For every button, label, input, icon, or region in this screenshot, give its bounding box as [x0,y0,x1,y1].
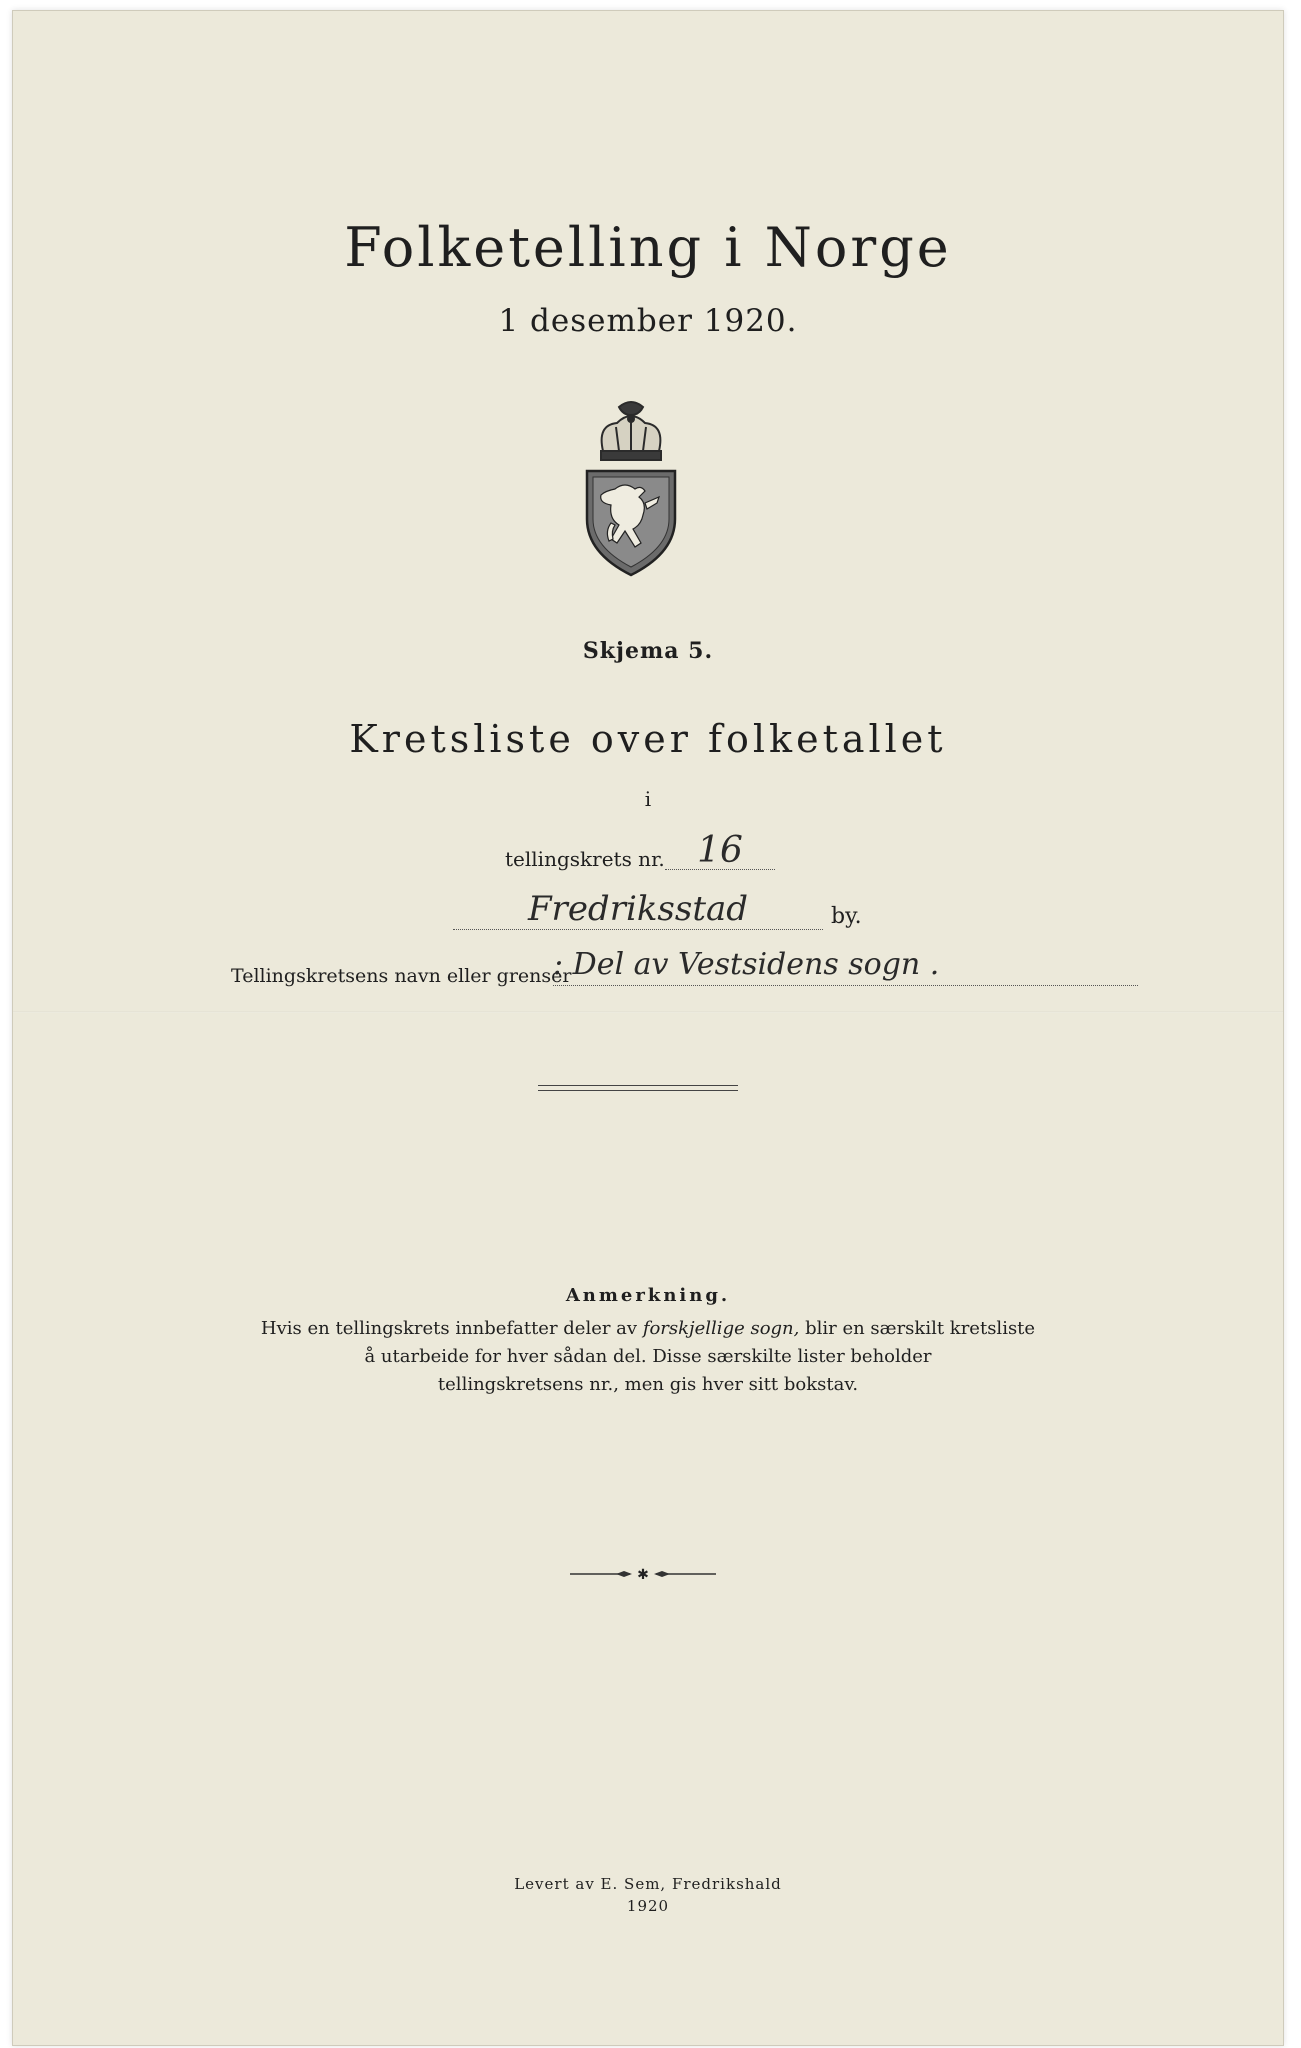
note-line-2: å utarbeide for hver sådan del. Disse særskilte lister beholder [364,1346,932,1367]
note-body [248,1315,1048,1399]
double-divider [538,1085,738,1091]
printer-line-1: Levert av E. Sem, Fredrikshald [514,1875,782,1893]
note-line-3: tellingskretsens nr., men gis hver sitt bokstav. [437,1374,859,1395]
svg-text:✱: ✱ [637,1567,649,1582]
note-heading: Anmerkning. [565,1285,731,1306]
city-suffix: by. [831,904,862,929]
boundary-field[interactable]: : Del av Vestsidens sogn . [553,945,1138,986]
printer-imprint [13,1873,1283,1917]
coat-of-arms-icon [581,399,681,577]
star-divider-icon [568,1566,718,1582]
krets-label: tellingskrets nr. [505,847,665,871]
city-field[interactable]: Fredriksstad [453,889,823,930]
page-fold [13,1011,1283,1013]
printer-line-2: 1920 [626,1897,670,1915]
form-subtitle: Kretsliste over folketallet [349,717,947,761]
boundary-label: Tellingskretsens navn eller grenser [231,965,572,987]
form-title: Folketelling i Norge [344,216,952,279]
note-line-1-start: Hvis en tellingskrets innbefatter deler av [260,1318,643,1339]
krets-number-field[interactable]: 16 [665,833,775,870]
note-line-1 [248,1315,1048,1343]
schema-number: Skjema 5. [582,638,714,664]
form-date: 1 desember 1920. [498,303,798,339]
connector-word: i [644,787,652,811]
note-line-1-emphasis: forskjellige sogn, [642,1318,800,1339]
census-form-page [12,10,1284,2046]
note-line-1-end: blir en særskilt kretsliste [799,1318,1036,1339]
